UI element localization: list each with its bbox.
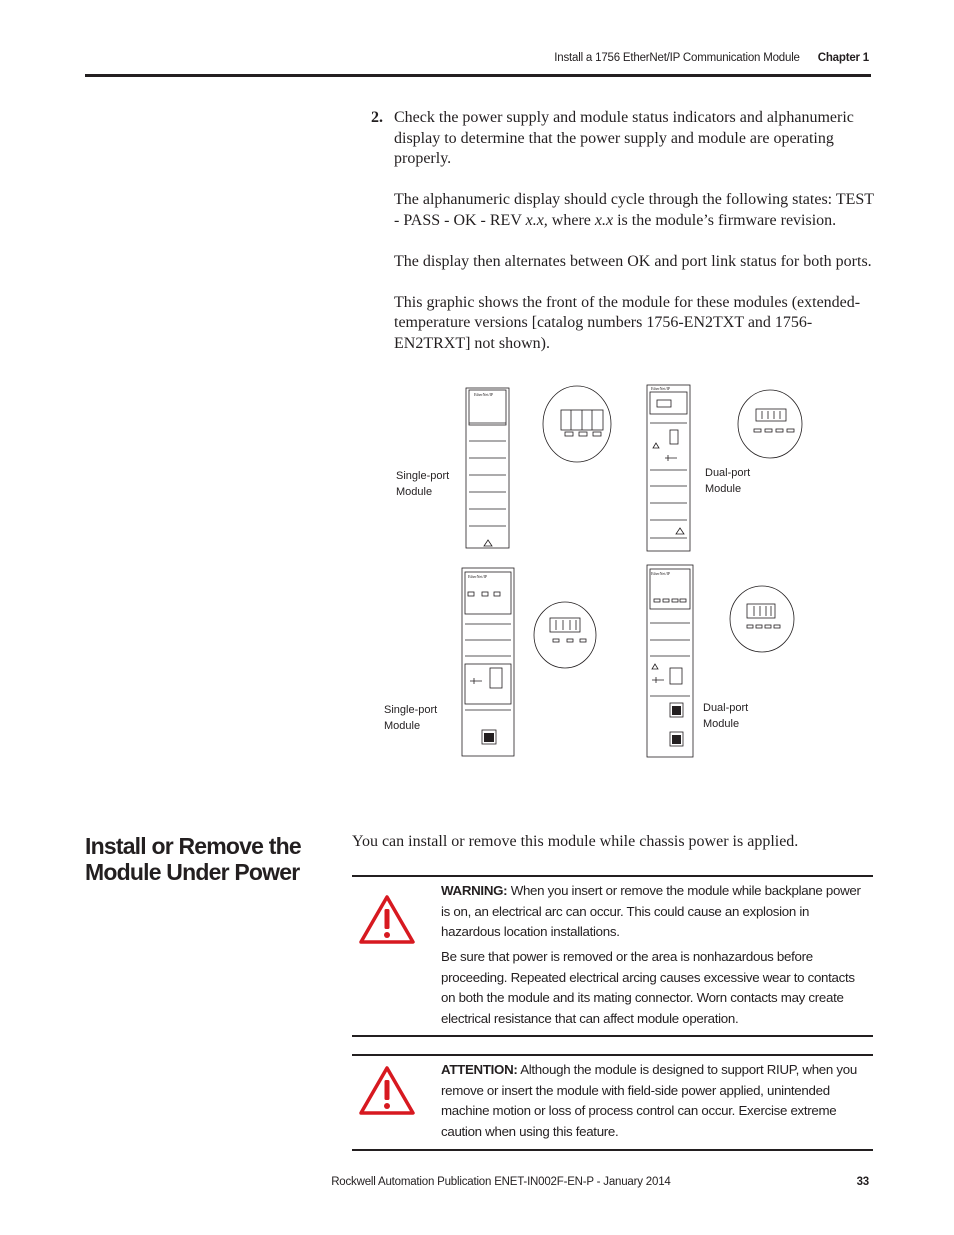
attention-notice xyxy=(352,1054,873,1151)
running-header xyxy=(554,52,869,64)
step-paragraph-2: The alphanumeric display should cycle through the following states: TEST - PASS - OK - REV x.x, where x.x is the module’s firmware revision. xyxy=(394,191,874,229)
svg-text:EtherNet/IP: EtherNet/IP xyxy=(651,386,671,391)
single-port-module-bottom xyxy=(462,568,514,756)
attention-paragraph: ATTENTION: Although the module is designed to support RIUP, when you remove or insert the module with field-side power applied, unintended machine motion or loss of process control can occur. Exercise extreme caution when using this feature. xyxy=(441,1062,857,1139)
footer-publication: Rockwell Automation Publication ENET-IN002F-EN-P - January 2014 xyxy=(331,1176,671,1188)
page-footer xyxy=(331,1176,869,1188)
header-title: Install a 1756 EtherNet/IP Communication Module xyxy=(554,52,800,64)
zoom-display-dual-bottom xyxy=(730,586,794,652)
section-intro: You can install or remove this module while chassis power is applied. xyxy=(352,833,799,850)
step-paragraph-4: This graphic shows the front of the module for these modules (extended-temperature versions [catalog numbers 1756-EN2TXT and 1756-EN2TRXT] not shown). xyxy=(394,293,861,352)
dual-port-module-top xyxy=(647,385,690,551)
warning-paragraph-2: Be sure that power is removed or the area is nonhazardous before proceeding. Repeated electrical arcing causes excessive wear to contacts on both the module and its mating connector. Worn contacts may create electrical resistance that can affect module operation. xyxy=(441,949,855,1026)
zoom-display-dual-top xyxy=(738,390,802,458)
svg-text:EtherNet/IP: EtherNet/IP xyxy=(651,571,671,576)
module-figure xyxy=(370,378,870,778)
svg-text:EtherNet/IP: EtherNet/IP xyxy=(468,574,488,579)
warning-label: WARNING: xyxy=(441,883,508,898)
label-dual-port-bottom: Dual-port Module xyxy=(703,702,749,730)
label-single-port-top: Single-port Module xyxy=(396,470,450,498)
step-paragraph-3: The display then alternates between OK and port link status for both ports. xyxy=(394,252,872,270)
attention-triangle-icon xyxy=(359,1066,415,1121)
module-front-illustration xyxy=(370,378,870,778)
page-number: 33 xyxy=(856,1176,869,1188)
step-paragraph-1: Check the power supply and module status indicators and alphanumeric display to determine that the power supply and module are operating properly. xyxy=(394,109,854,167)
zoom-display-single-top xyxy=(543,386,611,462)
zoom-display-single-bottom xyxy=(534,602,596,668)
label-dual-port-top: Dual-port Module xyxy=(705,467,751,495)
dual-port-module-bottom xyxy=(647,565,693,757)
step-number: 2. xyxy=(371,109,383,126)
warning-triangle-icon xyxy=(359,895,415,950)
single-port-module-top xyxy=(466,388,509,548)
attention-label: ATTENTION: xyxy=(441,1062,518,1077)
header-rule xyxy=(85,74,871,77)
step-2 xyxy=(371,108,881,375)
section-heading: Install or Remove the Module Under Power xyxy=(85,833,301,885)
svg-text:EtherNet/IP: EtherNet/IP xyxy=(474,392,494,397)
header-chapter: Chapter 1 xyxy=(817,52,869,64)
warning-paragraph-1: WARNING: When you insert or remove the module while backplane power is on, an electrical arc can occur. This could cause an explosion in hazardous location installations. xyxy=(441,883,861,939)
label-single-port-bottom: Single-port Module xyxy=(384,704,438,732)
warning-notice xyxy=(352,875,873,1037)
